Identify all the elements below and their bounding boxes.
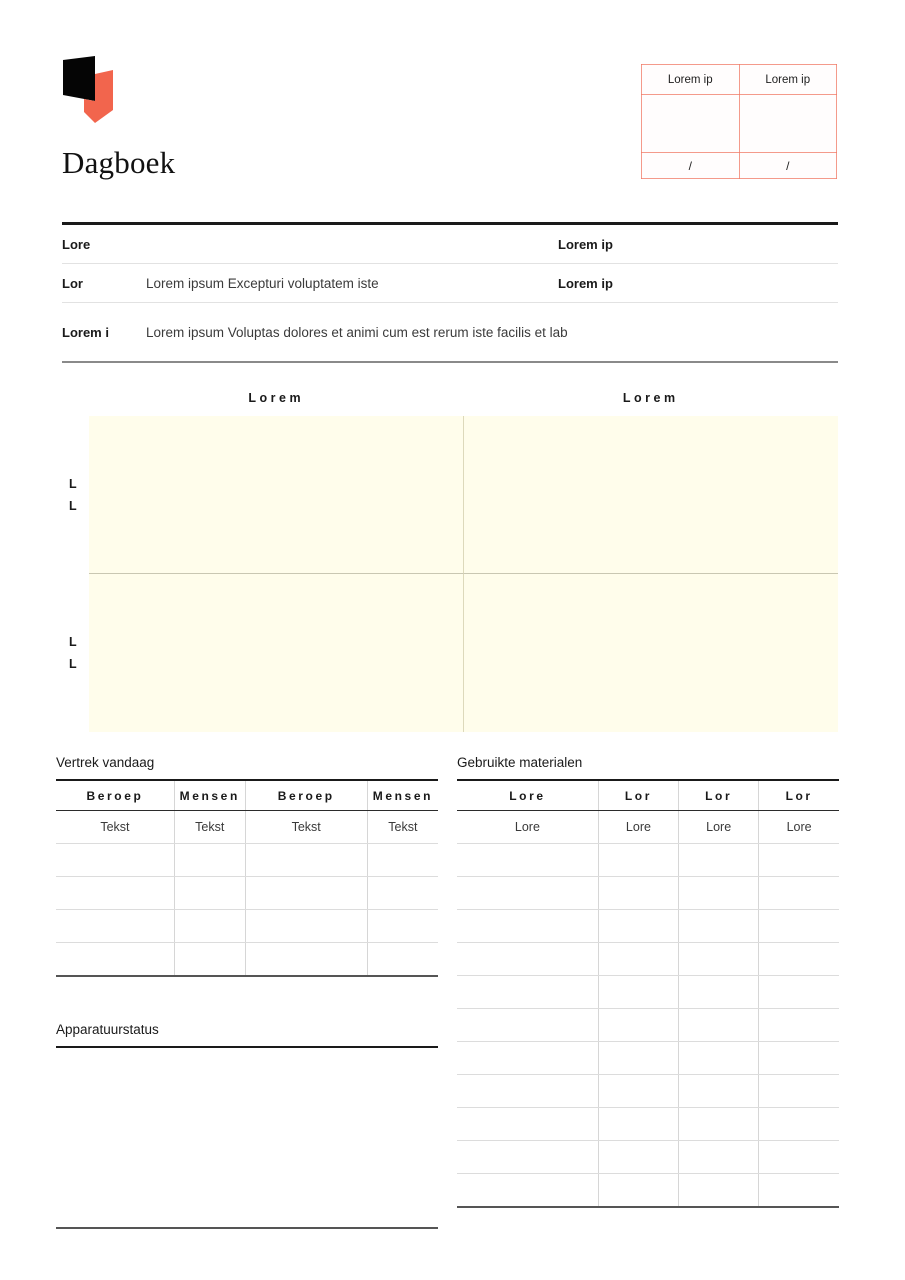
meta-body-row bbox=[642, 95, 837, 153]
meta-body-cell-1[interactable] bbox=[642, 95, 740, 153]
materials-row bbox=[457, 1009, 839, 1042]
materials-table-head bbox=[457, 780, 839, 811]
notes-grid-cell[interactable] bbox=[464, 574, 839, 732]
materials-row bbox=[457, 811, 839, 844]
materials-row bbox=[457, 976, 839, 1009]
materials-cell[interactable] bbox=[759, 1009, 839, 1042]
materials-column-header: Lor bbox=[598, 780, 678, 811]
materials-cell[interactable]: Lore bbox=[679, 811, 759, 844]
departures-row bbox=[56, 910, 438, 943]
materials-row bbox=[457, 877, 839, 910]
info-row-middle[interactable]: Lorem ipsum Excepturi voluptatem iste bbox=[146, 275, 379, 291]
meta-body-cell-2[interactable] bbox=[739, 95, 837, 153]
info-row bbox=[62, 264, 838, 303]
meta-header-row bbox=[642, 65, 837, 95]
departures-title: Vertrek vandaag bbox=[56, 755, 155, 770]
materials-cell[interactable] bbox=[457, 844, 598, 877]
document-header bbox=[0, 0, 905, 200]
departures-table-body bbox=[56, 811, 438, 976]
departures-table-head bbox=[56, 780, 438, 811]
notes-grid-header bbox=[62, 388, 838, 416]
materials-cell[interactable] bbox=[679, 1075, 759, 1108]
materials-cell[interactable] bbox=[598, 943, 678, 976]
departures-column-header: Mensen bbox=[367, 780, 438, 811]
departures-cell[interactable] bbox=[56, 943, 174, 976]
materials-column-header: Lor bbox=[679, 780, 759, 811]
apparatus-title: Apparatuurstatus bbox=[56, 1022, 159, 1037]
info-row bbox=[62, 225, 838, 264]
departures-cell[interactable] bbox=[56, 844, 174, 877]
materials-cell[interactable] bbox=[457, 877, 598, 910]
materials-cell[interactable] bbox=[598, 1075, 678, 1108]
notes-grid-section bbox=[62, 388, 838, 732]
apparatus-notes-area[interactable] bbox=[56, 1046, 438, 1229]
materials-table-body bbox=[457, 811, 839, 1207]
materials-cell[interactable] bbox=[457, 910, 598, 943]
materials-section bbox=[457, 755, 839, 1208]
meta-header-cell-1[interactable]: Lorem ip bbox=[642, 65, 740, 95]
departures-cell[interactable] bbox=[245, 910, 367, 943]
materials-cell[interactable] bbox=[457, 943, 598, 976]
departures-cell[interactable] bbox=[367, 877, 438, 910]
materials-row bbox=[457, 1042, 839, 1075]
materials-cell[interactable] bbox=[457, 1108, 598, 1141]
materials-cell[interactable] bbox=[759, 1174, 839, 1207]
departures-row bbox=[56, 943, 438, 976]
materials-cell[interactable] bbox=[759, 1042, 839, 1075]
materials-cell[interactable] bbox=[679, 1108, 759, 1141]
materials-cell[interactable] bbox=[598, 1009, 678, 1042]
materials-cell[interactable] bbox=[679, 1141, 759, 1174]
departures-row bbox=[56, 877, 438, 910]
info-row-right: Lorem ip bbox=[558, 236, 613, 252]
page-title: Dagboek bbox=[62, 145, 176, 180]
materials-row bbox=[457, 844, 839, 877]
departures-row bbox=[56, 844, 438, 877]
departures-cell[interactable] bbox=[367, 844, 438, 877]
row-label-line-1: L bbox=[69, 635, 77, 649]
materials-row bbox=[457, 1141, 839, 1174]
notes-grid-cell[interactable] bbox=[464, 416, 839, 574]
materials-row bbox=[457, 943, 839, 976]
materials-cell[interactable] bbox=[598, 1174, 678, 1207]
departures-section bbox=[56, 755, 438, 977]
materials-row bbox=[457, 910, 839, 943]
apparatus-section bbox=[56, 1022, 438, 1229]
departures-cell[interactable] bbox=[245, 844, 367, 877]
materials-cell[interactable] bbox=[679, 910, 759, 943]
materials-cell[interactable] bbox=[457, 1042, 598, 1075]
notes-grid-column-header: Lorem bbox=[248, 391, 305, 405]
materials-cell[interactable] bbox=[679, 1174, 759, 1207]
notes-grid-row-label bbox=[62, 416, 89, 574]
materials-cell[interactable] bbox=[457, 976, 598, 1009]
materials-cell[interactable]: Lore bbox=[457, 811, 598, 844]
departures-cell[interactable] bbox=[56, 877, 174, 910]
materials-column-header: Lore bbox=[457, 780, 598, 811]
departures-cell[interactable] bbox=[174, 910, 245, 943]
materials-title: Gebruikte materialen bbox=[457, 755, 583, 770]
materials-header-row bbox=[457, 780, 839, 811]
departures-cell[interactable] bbox=[367, 943, 438, 976]
notes-grid-body bbox=[62, 416, 838, 732]
departures-column-header: Beroep bbox=[56, 780, 174, 811]
departures-cell[interactable]: Tekst bbox=[245, 811, 367, 844]
row-label-line-1: L bbox=[69, 477, 77, 491]
info-row-label: Lorem i bbox=[62, 324, 109, 340]
materials-cell[interactable] bbox=[759, 1141, 839, 1174]
info-row-label: Lor bbox=[62, 275, 83, 291]
materials-row bbox=[457, 1174, 839, 1207]
notes-grid-cell[interactable] bbox=[89, 574, 464, 732]
materials-cell[interactable] bbox=[759, 976, 839, 1009]
info-row-right: Lorem ip bbox=[558, 275, 613, 291]
notes-grid-column-header: Lorem bbox=[622, 391, 679, 405]
departures-column-header: Mensen bbox=[174, 780, 245, 811]
notes-grid-row-labels bbox=[62, 416, 89, 732]
meta-footer-row bbox=[642, 153, 837, 179]
materials-cell[interactable] bbox=[759, 943, 839, 976]
materials-column-header: Lor bbox=[759, 780, 839, 811]
materials-cell[interactable] bbox=[598, 910, 678, 943]
meta-footer-cell-2[interactable]: / bbox=[739, 153, 837, 179]
book-logo-icon bbox=[62, 55, 114, 125]
departures-table bbox=[56, 779, 438, 977]
row-label-line-2: L bbox=[69, 499, 77, 513]
materials-table bbox=[457, 779, 839, 1208]
departures-row bbox=[56, 811, 438, 844]
materials-cell[interactable] bbox=[759, 1108, 839, 1141]
info-row bbox=[62, 303, 838, 361]
materials-cell[interactable] bbox=[598, 1108, 678, 1141]
departures-cell[interactable] bbox=[174, 943, 245, 976]
info-row-label: Lore bbox=[62, 236, 91, 252]
departures-cell[interactable] bbox=[174, 844, 245, 877]
materials-cell[interactable] bbox=[598, 877, 678, 910]
info-row-middle[interactable]: Lorem ipsum Voluptas dolores et animi cum est rerum iste facilis et lab bbox=[146, 324, 568, 340]
materials-cell[interactable] bbox=[598, 1042, 678, 1075]
departures-cell[interactable]: Tekst bbox=[367, 811, 438, 844]
row-label-line-2: L bbox=[69, 657, 77, 671]
departures-cell[interactable] bbox=[245, 877, 367, 910]
materials-cell[interactable]: Lore bbox=[598, 811, 678, 844]
notes-grid-cells bbox=[89, 416, 838, 732]
materials-cell[interactable] bbox=[759, 910, 839, 943]
materials-cell[interactable] bbox=[759, 844, 839, 877]
materials-cell[interactable] bbox=[679, 877, 759, 910]
departures-cell[interactable] bbox=[174, 877, 245, 910]
meta-footer-cell-1[interactable]: / bbox=[642, 153, 740, 179]
departures-cell[interactable]: Tekst bbox=[56, 811, 174, 844]
materials-cell[interactable] bbox=[759, 877, 839, 910]
materials-cell[interactable] bbox=[759, 1075, 839, 1108]
materials-cell[interactable] bbox=[598, 844, 678, 877]
materials-cell[interactable]: Lore bbox=[759, 811, 839, 844]
departures-cell[interactable]: Tekst bbox=[174, 811, 245, 844]
notes-grid-row-label bbox=[62, 574, 89, 732]
materials-cell[interactable] bbox=[679, 844, 759, 877]
materials-cell[interactable] bbox=[457, 1009, 598, 1042]
materials-cell[interactable] bbox=[679, 943, 759, 976]
materials-cell[interactable] bbox=[679, 1009, 759, 1042]
materials-row bbox=[457, 1075, 839, 1108]
materials-cell[interactable] bbox=[457, 1174, 598, 1207]
meta-table bbox=[641, 64, 837, 179]
departures-cell[interactable] bbox=[245, 943, 367, 976]
departures-cell[interactable] bbox=[56, 910, 174, 943]
materials-cell[interactable] bbox=[457, 1141, 598, 1174]
materials-cell[interactable] bbox=[598, 976, 678, 1009]
meta-header-cell-2[interactable]: Lorem ip bbox=[739, 65, 837, 95]
materials-cell[interactable] bbox=[598, 1141, 678, 1174]
info-section bbox=[62, 222, 838, 363]
materials-cell[interactable] bbox=[679, 1042, 759, 1075]
departures-column-header: Beroep bbox=[245, 780, 367, 811]
materials-row bbox=[457, 1108, 839, 1141]
notes-grid-cell[interactable] bbox=[89, 416, 464, 574]
departures-header-row bbox=[56, 780, 438, 811]
materials-cell[interactable] bbox=[457, 1075, 598, 1108]
materials-cell[interactable] bbox=[679, 976, 759, 1009]
departures-cell[interactable] bbox=[367, 910, 438, 943]
brand-block bbox=[62, 55, 114, 125]
